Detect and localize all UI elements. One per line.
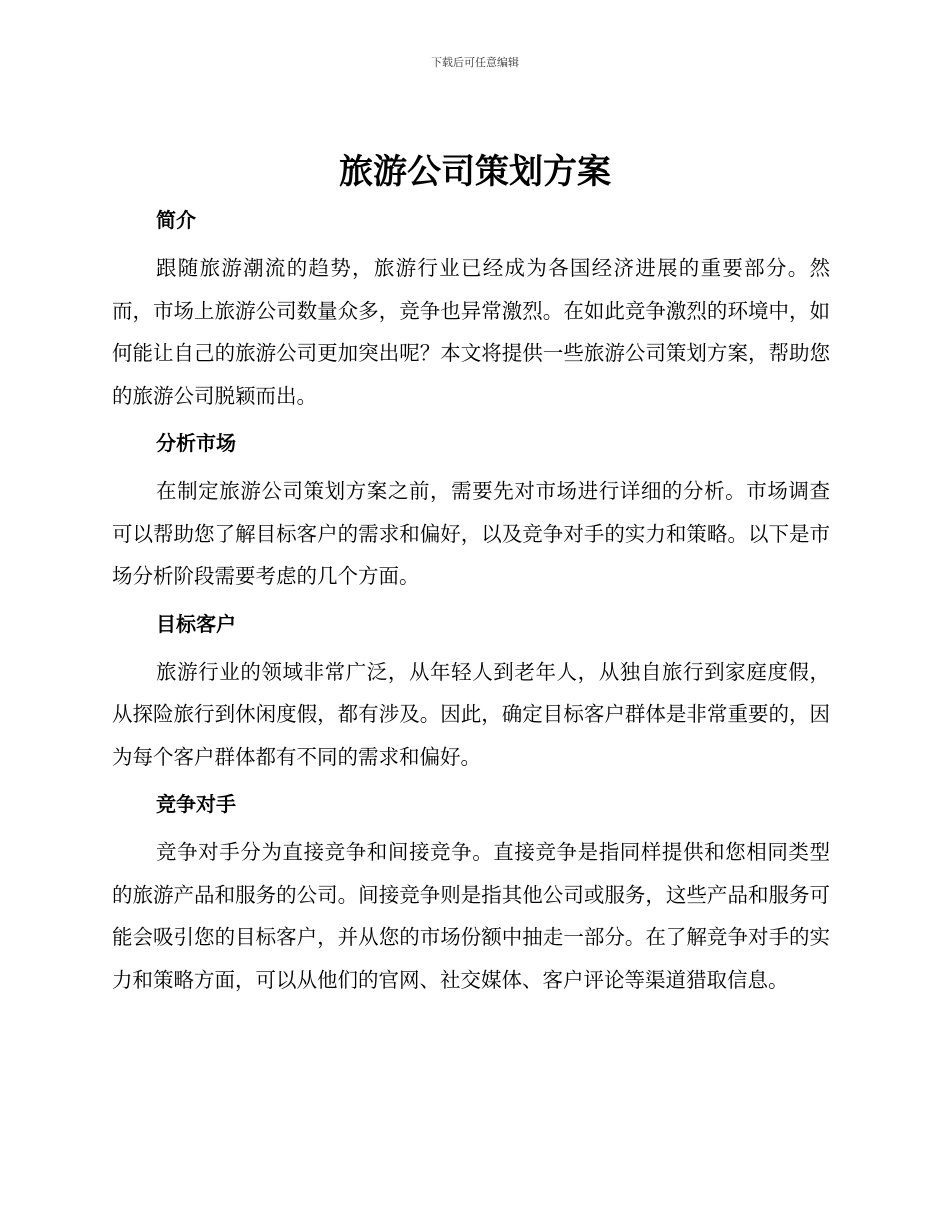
section-target-customers <box>112 607 830 779</box>
document-body <box>112 203 830 1010</box>
section-market-analysis <box>112 426 830 598</box>
section-introduction <box>112 203 830 417</box>
section-paragraph: 在制定旅游公司策划方案之前，需要先对市场进行详细的分析。市场调查可以帮助您了解目标客户的需求和偏好，以及竞争对手的实力和策略。以下是市场分析阶段需要考虑的几个方面。 <box>112 479 830 588</box>
section-paragraph: 跟随旅游潮流的趋势，旅游行业已经成为各国经济进展的重要部分。然而，市场上旅游公司数量众多，竞争也异常激烈。在如此竞争激烈的环境中，如何能让自己的旅游公司更加突出呢？本文将提供一些旅游公司策划方案，帮助您的旅游公司脱颖而出。 <box>112 256 830 408</box>
section-heading: 目标客户 <box>156 611 236 636</box>
document-title: 旅游公司策划方案 <box>339 152 611 192</box>
section-heading: 简介 <box>156 208 196 232</box>
section-heading: 分析市场 <box>156 431 236 455</box>
section-paragraph: 旅游行业的领域非常广泛，从年轻人到老年人，从独自旅行到家庭度假，从探险旅行到休闲度假，都有涉及。因此，确定目标客户群体是非常重要的，因为每个客户群体都有不同的需求和偏好。 <box>112 659 830 769</box>
section-competitors <box>112 787 830 1001</box>
header-note: 下载后可任意编辑 <box>431 56 519 69</box>
section-paragraph: 竞争对手分为直接竞争和间接竞争。直接竞争是指同样提供和您相同类型的旅游产品和服务的公司。间接竞争则是指其他公司或服务，这些产品和服务可能会吸引您的目标客户，并从您的市场份额中抽走一部分。在了解竞争对手的实力和策略方面，可以从他们的官网、社交媒体、客户评论等渠道猎取信息。 <box>112 840 830 992</box>
section-heading: 竞争对手 <box>156 792 236 816</box>
